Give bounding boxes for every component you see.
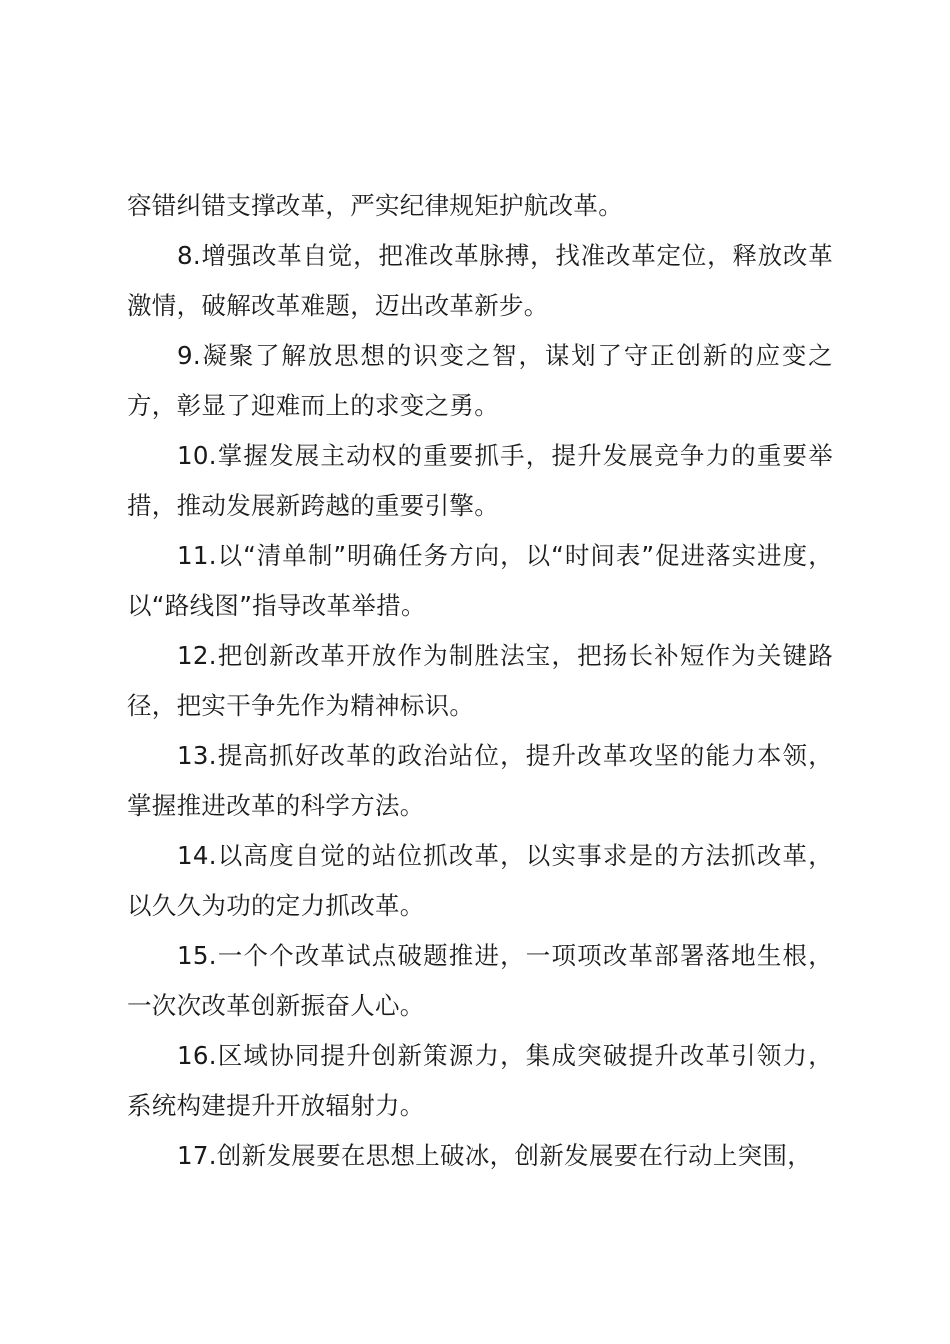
paragraph-1: 容错纠错支撑改革，严实纪律规矩护航改革。: [127, 191, 623, 220]
paragraph-10: 16.区域协同提升创新策源力，集成突破提升改革引领力，系统构建提升开放辐射力。: [127, 1041, 833, 1120]
paragraph-6: 12.把创新改革开放作为制胜法宝，把扬长补短作为关键路径，把实干争先作为精神标识。: [127, 641, 833, 720]
paragraph-4: 10.掌握发展主动权的重要抓手，提升发展竞争力的重要举措，推动发展新跨越的重要引擎。: [127, 441, 833, 520]
paragraph-7: 13.提高抓好改革的政治站位，提升改革攻坚的能力本领，掌握推进改革的科学方法。: [127, 741, 833, 820]
paragraph-8: 14.以高度自觉的站位抓改革，以实事求是的方法抓改革，以久久为功的定力抓改革。: [127, 841, 833, 920]
paragraph-5: 11.以“清单制”明确任务方向，以“时间表”促进落实进度，以“路线图”指导改革举措。: [127, 541, 833, 620]
paragraph-9: 15.一个个改革试点破题推进，一项项改革部署落地生根，一次次改革创新振奋人心。: [127, 941, 833, 1020]
paragraph-3: 9.凝聚了解放思想的识变之智，谋划了守正创新的应变之方，彰显了迎难而上的求变之勇。: [127, 341, 833, 420]
document-body: [127, 181, 833, 1181]
paragraph-11: 17.创新发展要在思想上破冰，创新发展要在行动上突围，: [177, 1141, 813, 1170]
paragraph-2: 8.增强改革自觉，把准改革脉搏，找准改革定位，释放改革激情，破解改革难题，迈出改革新步。: [127, 241, 833, 320]
